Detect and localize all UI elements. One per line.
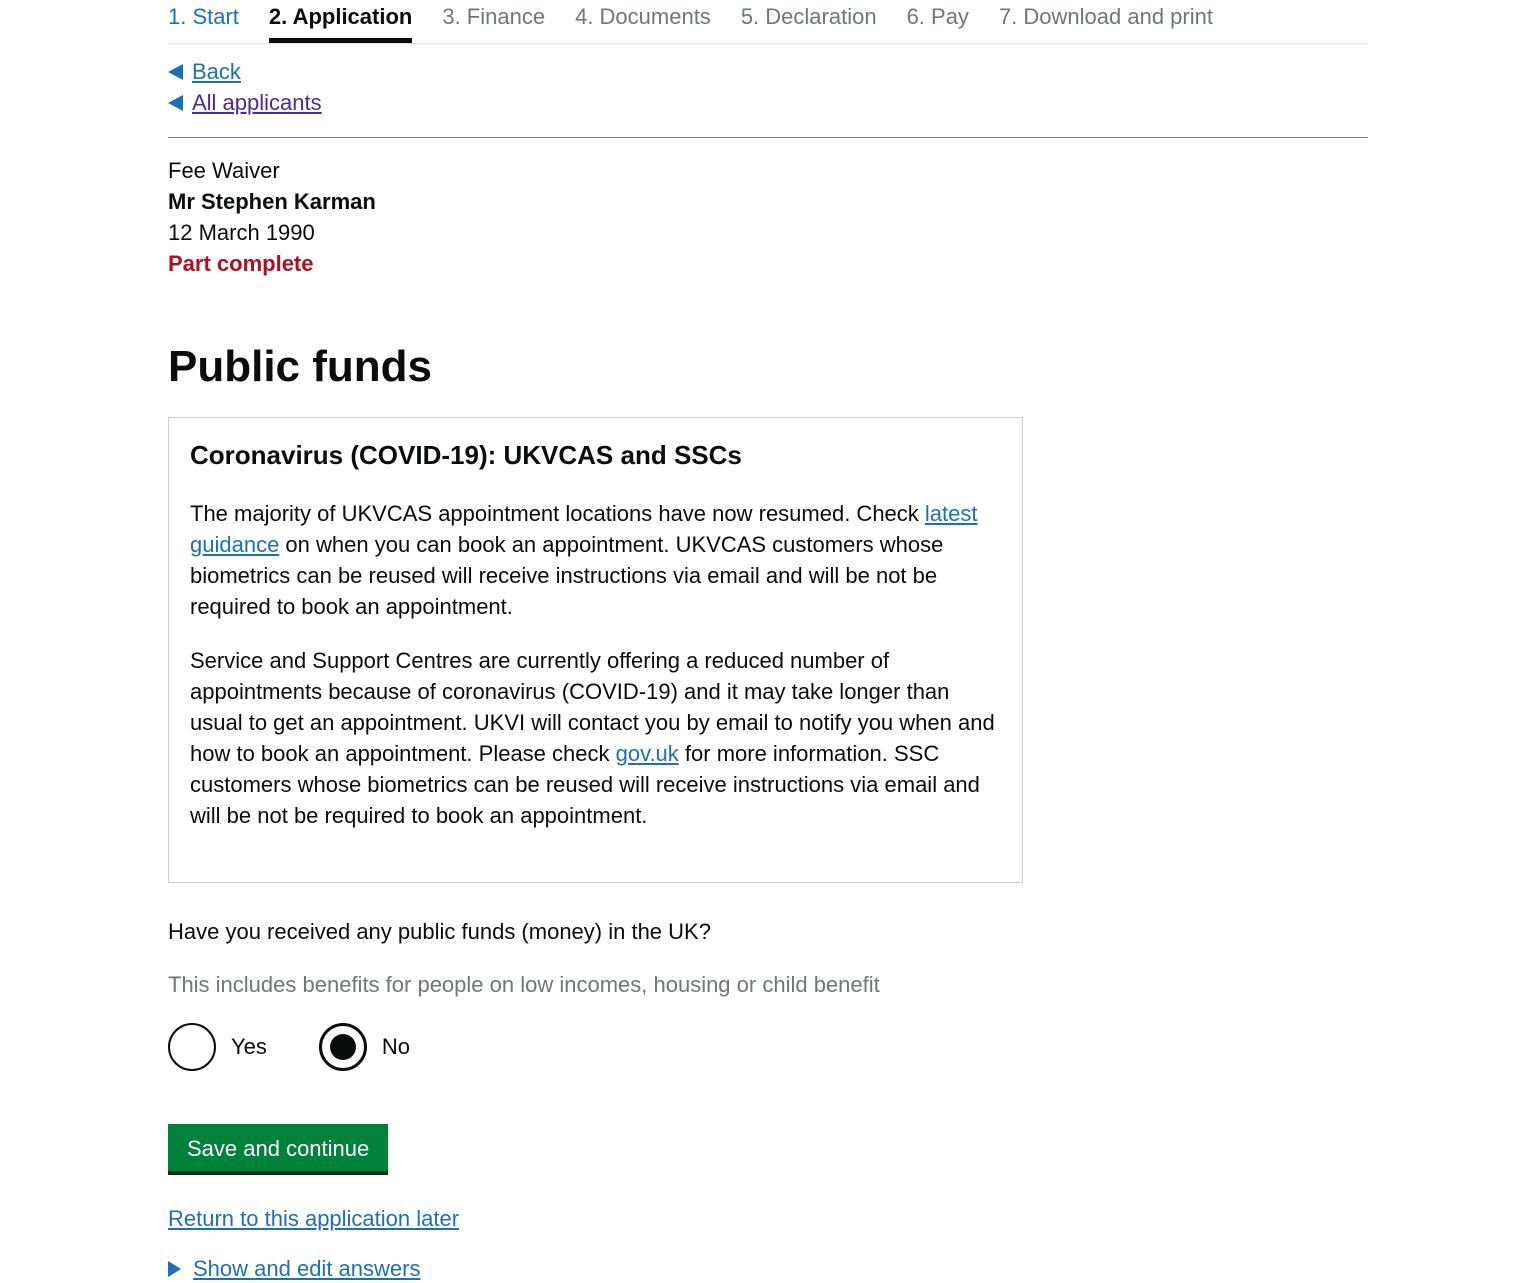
notice-text: The majority of UKVCAS appointment locations have now resumed. Check: [190, 501, 925, 526]
return-later-link[interactable]: Return to this application later: [168, 1206, 460, 1231]
notice-text: on when you can book an appointment. UKVCAS customers whose biometrics can be reused will receive instructions via email and will be not be required to book an appointment.: [190, 532, 944, 619]
save-and-continue-button[interactable]: Save and continue: [168, 1124, 388, 1171]
radio-no-circle[interactable]: [319, 1023, 367, 1071]
step-pay: 6. Pay: [906, 4, 969, 29]
back-link[interactable]: [168, 56, 1368, 87]
gov-uk-link[interactable]: gov.uk: [615, 741, 679, 766]
all-applicants-link[interactable]: [168, 87, 1368, 118]
triangle-left-icon: [168, 64, 183, 80]
step-start[interactable]: 1. Start: [168, 4, 239, 29]
notice-text: Service and Support Centres are currently offering a reduced number of appointments because of coronavirus (COVID-19) and it may take longer than usual to get an appointment. UKVI will contact you by email to notify you when and how to book an appointment. Please check: [190, 648, 995, 766]
step-navigation: [168, 0, 1368, 44]
radio-no-label[interactable]: No: [381, 1034, 411, 1059]
status-badge: Part complete: [168, 251, 314, 276]
step-declaration: 5. Declaration: [740, 4, 877, 29]
all-applicants-link-text[interactable]: All applicants: [192, 89, 322, 115]
step-finance: 3. Finance: [442, 4, 546, 29]
application-type: Fee Waiver: [168, 158, 280, 183]
radio-yes[interactable]: [168, 1023, 267, 1071]
notice-text: for more information. SSC customers whose biometrics can be reused will receive instructions via email and will be not be required to book an appointment.: [190, 741, 980, 828]
notice-paragraph-2: [190, 645, 1001, 831]
question-hint: This includes benefits for people on low incomes, housing or child benefit: [168, 972, 880, 997]
public-funds-radios: [168, 1022, 1368, 1072]
show-answers-toggle[interactable]: [168, 1256, 1368, 1282]
radio-no[interactable]: [319, 1023, 410, 1071]
applicant-summary: [168, 138, 1368, 279]
step-application: 2. Application: [269, 0, 412, 43]
radio-yes-circle[interactable]: [168, 1023, 216, 1071]
notice-heading: Coronavirus (COVID-19): UKVCAS and SSCs: [190, 440, 742, 470]
return-later: [168, 1206, 1368, 1232]
show-answers-link[interactable]: Show and edit answers: [193, 1256, 421, 1281]
latest-guidance-link[interactable]: latest guidance: [190, 501, 978, 557]
back-links: [168, 44, 1368, 138]
page: [168, 0, 1368, 1282]
triangle-right-icon: [168, 1261, 181, 1277]
applicant-dob: 12 March 1990: [168, 220, 315, 245]
radio-yes-label[interactable]: Yes: [231, 1034, 267, 1059]
applicant-name: Mr Stephen Karman: [168, 189, 376, 214]
covid-notice: [168, 417, 1023, 883]
page-title: Public funds: [168, 342, 432, 391]
public-funds-question: Have you received any public funds (money) in the UK?: [168, 919, 711, 944]
notice-paragraph-1: [190, 498, 1001, 622]
step-download-print: 7. Download and print: [998, 4, 1213, 29]
step-documents: 4. Documents: [575, 4, 711, 29]
back-link-text[interactable]: Back: [192, 58, 241, 84]
triangle-left-icon: [168, 95, 183, 111]
radio-selected-dot: [330, 1034, 356, 1060]
